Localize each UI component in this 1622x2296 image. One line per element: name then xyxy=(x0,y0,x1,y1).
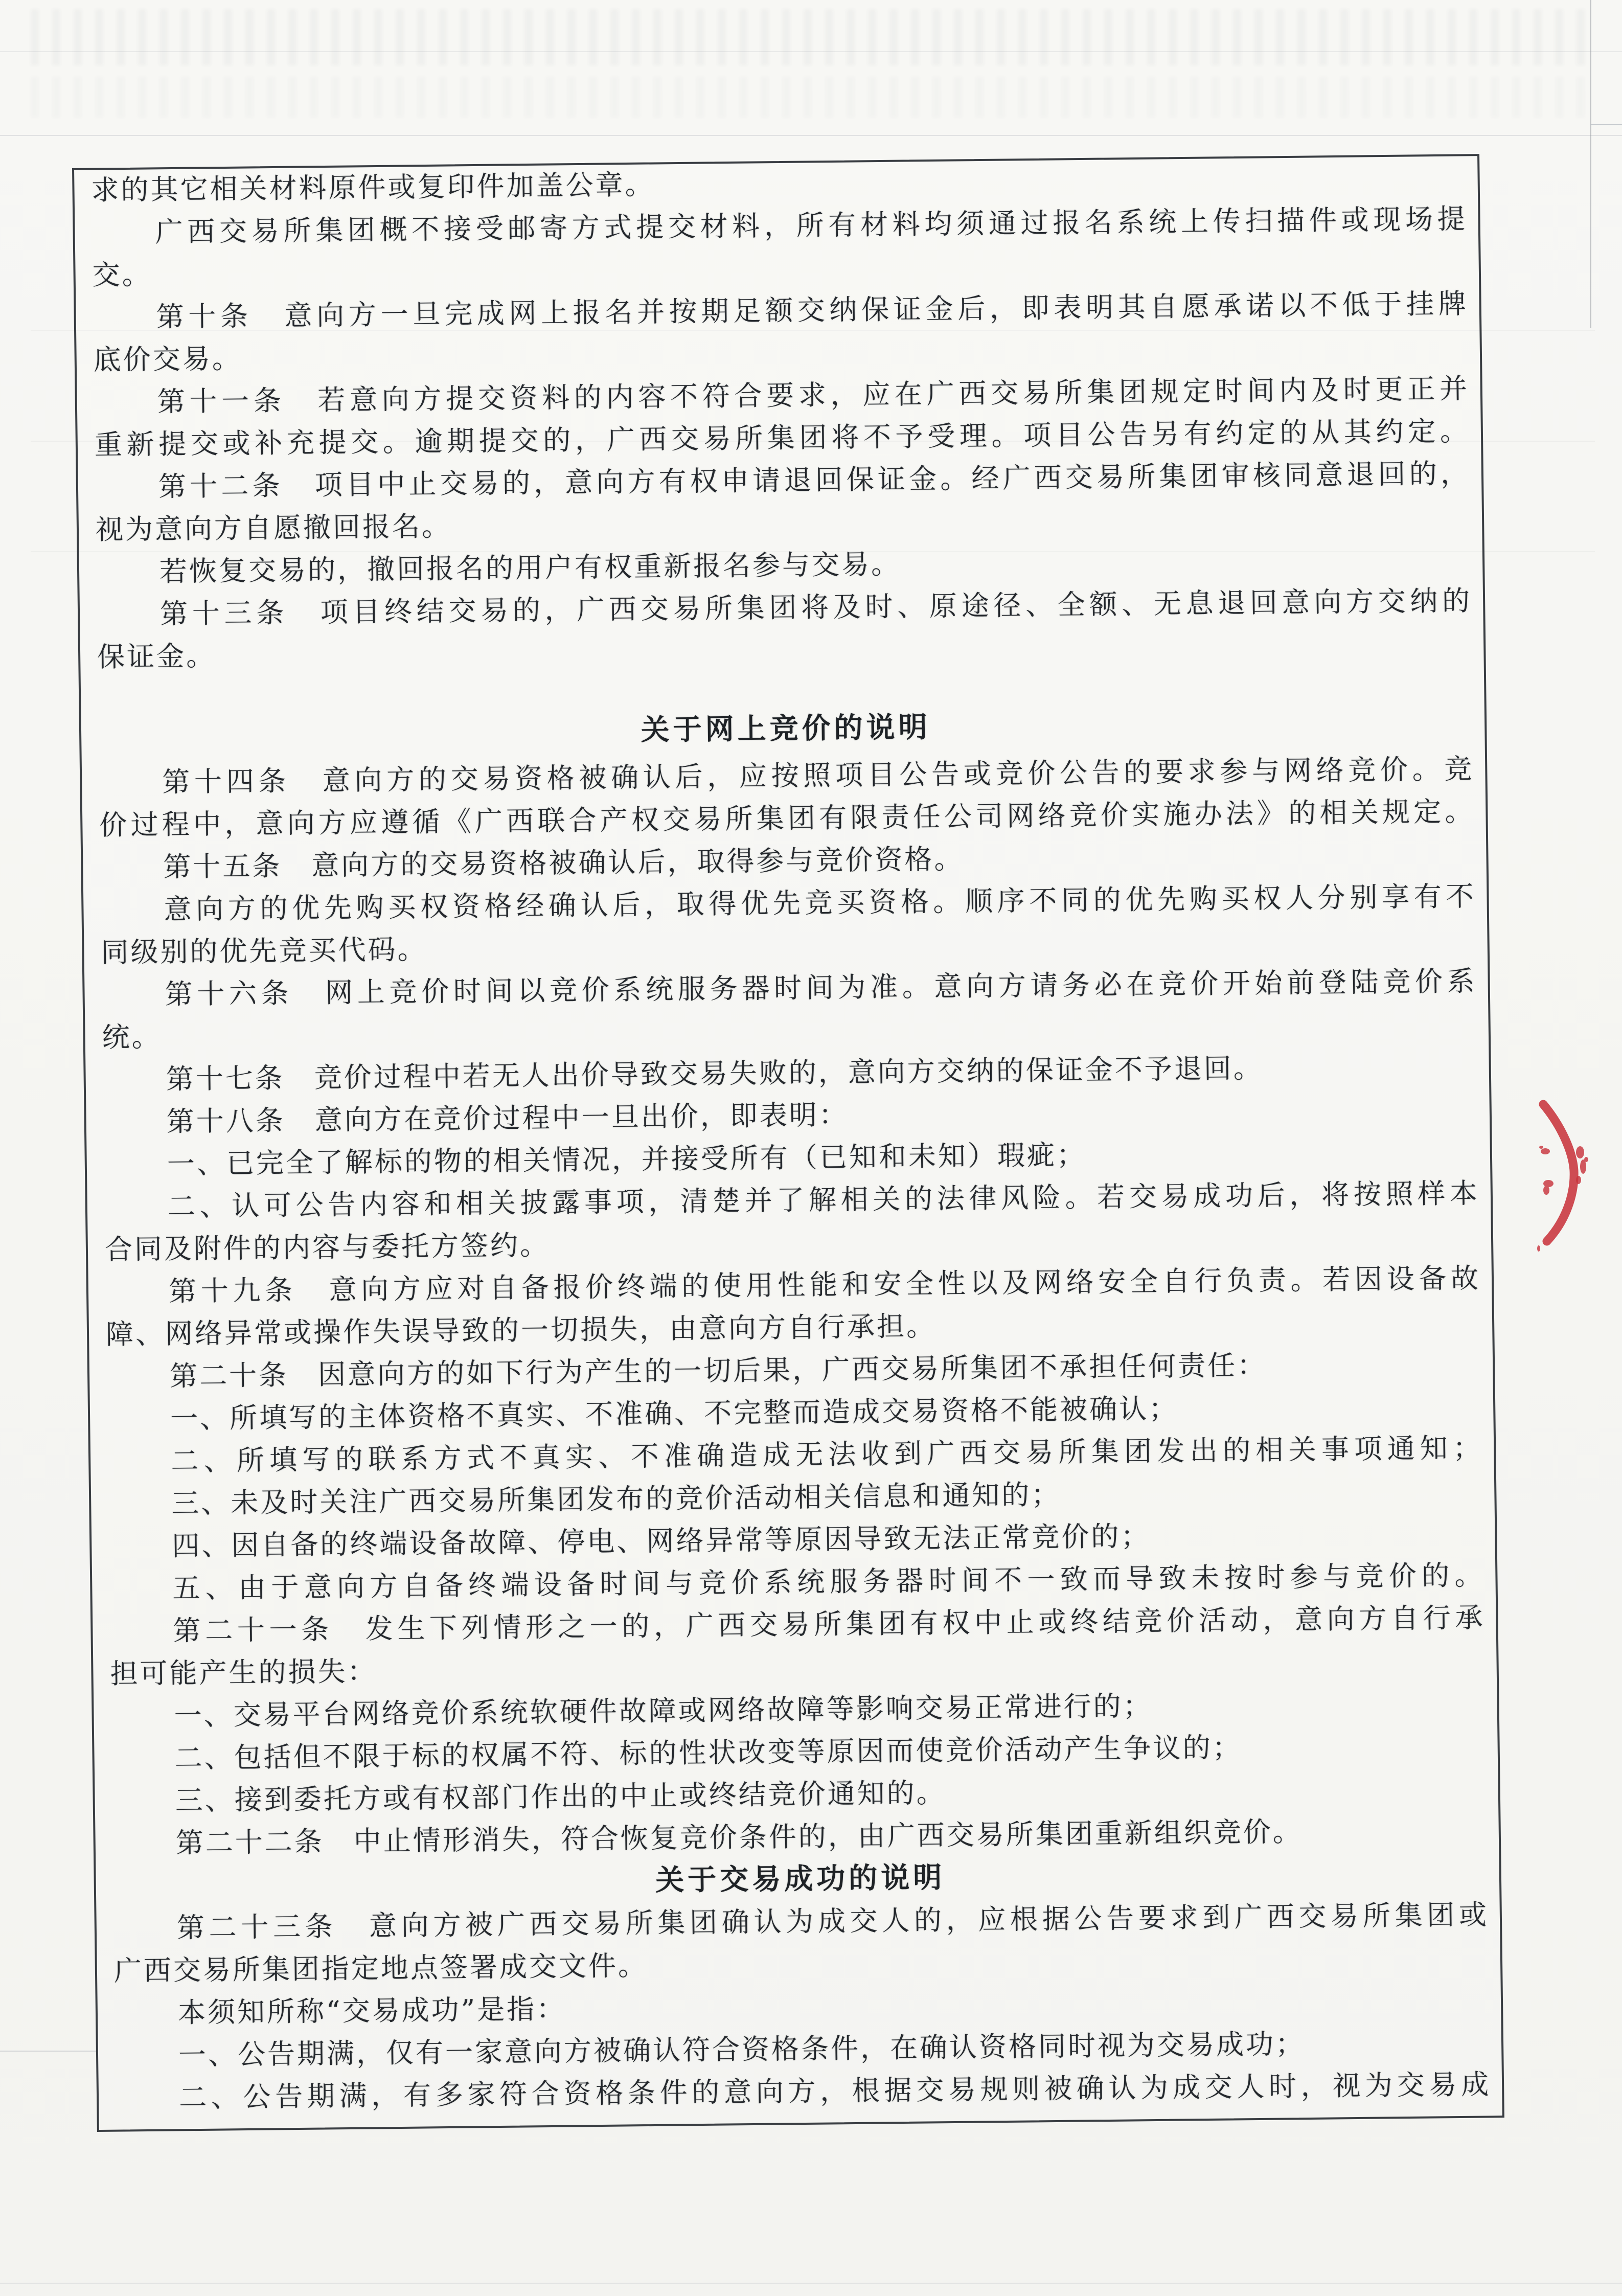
document-line: 广西交易所集团指定地点签署成交文件。 xyxy=(113,1949,648,1987)
document-line: 第二十三条 意向方被广西交易所集团确认为成交人的，应根据公告要求到广西交易所集团或 xyxy=(176,1898,1489,1944)
document-line: 合同及附件的内容与委托方签约。 xyxy=(104,1229,550,1266)
document-line: 第十条 意向方一旦完成网上报名并按期足额交纳保证金后，即表明其自愿承诺以不低于挂牌 xyxy=(156,287,1469,333)
document-line: 二、所填写的联系方式不真实、不准确造成无法收到广西交易所集团发出的相关事项通知； xyxy=(170,1431,1483,1477)
document-line: 视为意向方自愿撤回报名。 xyxy=(95,510,452,546)
document-line: 第十三条 项目终结交易的，广西交易所集团将及时、原途径、全额、无息退回意向方交纳的 xyxy=(159,584,1472,630)
document-line: 第十二条 项目中止交易的，意向方有权申请退回保证金。经广西交易所集团审核同意退回的， xyxy=(158,457,1471,503)
document-line: 第二十二条 中止情形消失，符合恢复竞价条件的，由广西交易所集团重新组织竞价。 xyxy=(175,1815,1303,1859)
document-line: 一、公告期满，仅有一家意向方被确认符合资格条件，在确认资格同时视为交易成功； xyxy=(178,2028,1306,2072)
section-heading: 关于交易成功的说明 xyxy=(655,1860,946,1897)
document-line: 第十八条 意向方在竞价过程中一旦出价，即表明： xyxy=(166,1098,849,1138)
document-line: 第十五条 意向方的交易资格被确认后，取得参与竞价资格。 xyxy=(163,843,964,883)
red-seal-stamp-icon xyxy=(1526,1099,1592,1253)
document-line: 四、因自备的终端设备故障、停电、网络异常等原因导致无法正常竞价的； xyxy=(171,1519,1151,1562)
document-line: 意向方的优先购买权资格经确认后，取得优先竞买资格。顺序不同的优先购买权人分别享有不 xyxy=(164,880,1476,926)
document-line: 价过程中，意向方应遵循《广西联合产权交易所集团有限责任公司网络竞价实施办法》的相关规定。 xyxy=(99,795,1475,842)
document-line: 第十一条 若意向方提交资料的内容不符合要求，应在广西交易所集团规定时间内及时更正并 xyxy=(157,372,1470,418)
document-line: 第二十一条 发生下列情形之一的，广西交易所集团有权中止或终结竞价活动，意向方自行承 xyxy=(173,1601,1485,1647)
document-line: 二、认可公告内容和相关披露事项，清楚并了解相关的法律风险。若交易成功后，将按照样本 xyxy=(167,1177,1480,1223)
document-line: 五、由于意向方自备终端设备时间与竞价系统服务器时间不一致而导致未按时参与竞价的。 xyxy=(172,1559,1484,1605)
document-line: 重新提交或补充提交。逾期提交的，广西交易所集团将不予受理。项目公告另有约定的从其约定。 xyxy=(94,415,1470,461)
scanner-streak xyxy=(0,135,1622,136)
scanner-streak xyxy=(0,2283,1622,2284)
page-edge-line xyxy=(1590,124,1622,125)
document-line: 第十七条 竞价过程中若无人出价导致交易失败的，意向方交纳的保证金不予退回。 xyxy=(166,1052,1264,1096)
document-line: 第十九条 意向方应对自备报价终端的使用性能和安全性以及网络安全自行负责。若因设备故 xyxy=(168,1262,1481,1308)
document-line: 保证金。 xyxy=(97,640,216,673)
scanner-streak xyxy=(0,2051,97,2052)
document-line: 第十四条 意向方的交易资格被确认后，应按照项目公告或竞价公告的要求参与网络竞价。竞 xyxy=(162,753,1474,799)
document-line: 障、网络异常或操作失误导致的一切损失，由意向方自行承担。 xyxy=(105,1310,936,1351)
document-border-frame xyxy=(72,154,1504,2132)
document-line: 二、包括但不限于标的权属不符、标的性状改变等原因而使竞价活动产生争议的； xyxy=(174,1731,1243,1775)
document-line: 一、所填写的主体资格不真实、不准确、不完整而造成交易资格不能被确认； xyxy=(170,1392,1179,1435)
scanner-streak xyxy=(0,51,1622,52)
document-line: 第十六条 网上竞价时间以竞价系统服务器时间为准。意向方请务必在竞价开始前登陆竞价系 xyxy=(165,965,1477,1011)
document-line: 同级别的优先竞买代码。 xyxy=(101,933,427,969)
section-heading: 关于网上竞价的说明 xyxy=(641,710,931,747)
document-text-layer xyxy=(91,156,1491,2129)
bleed-through-ghost xyxy=(31,9,1590,65)
document-line: 若恢复交易的，撤回报名的用户有权重新报名参与交易。 xyxy=(159,548,901,588)
document-line: 三、接到委托方或有权部门作出的中止或终结竞价通知的。 xyxy=(175,1777,947,1817)
document-line: 广西交易所集团概不接受邮寄方式提交材料，所有材料均须通过报名系统上传扫描件或现场提 xyxy=(155,202,1468,248)
bleed-through-ghost xyxy=(31,77,1590,118)
document-line: 二、公告期满，有多家符合资格条件的意向方，根据交易规则被确认为成交人时，视为交易成 xyxy=(178,2068,1491,2114)
document-line: 担可能产生的损失： xyxy=(110,1655,377,1690)
document-line: 一、交易平台网络竞价系统软硬件故障或网络故障等影响交易正常进行的； xyxy=(174,1689,1153,1732)
document-line: 一、已完全了解标的物的相关情况，并接受所有（已知和未知）瑕疵； xyxy=(167,1139,1087,1180)
document-line: 本须知所称“交易成功”是指： xyxy=(177,1992,566,2029)
page-edge-line xyxy=(1590,0,1591,328)
document-line: 第二十条 因意向方的如下行为产生的一切后果，广西交易所集团不承担任何责任： xyxy=(169,1349,1267,1393)
document-line: 统。 xyxy=(102,1020,162,1054)
document-line: 底价交易。 xyxy=(93,342,242,376)
document-line: 求的其它相关材料原件或复印件加盖公章。 xyxy=(91,168,655,207)
document-line: 交。 xyxy=(92,258,152,291)
document-line: 三、未及时关注广西交易所集团发布的竞价活动相关信息和通知的； xyxy=(171,1478,1061,1520)
